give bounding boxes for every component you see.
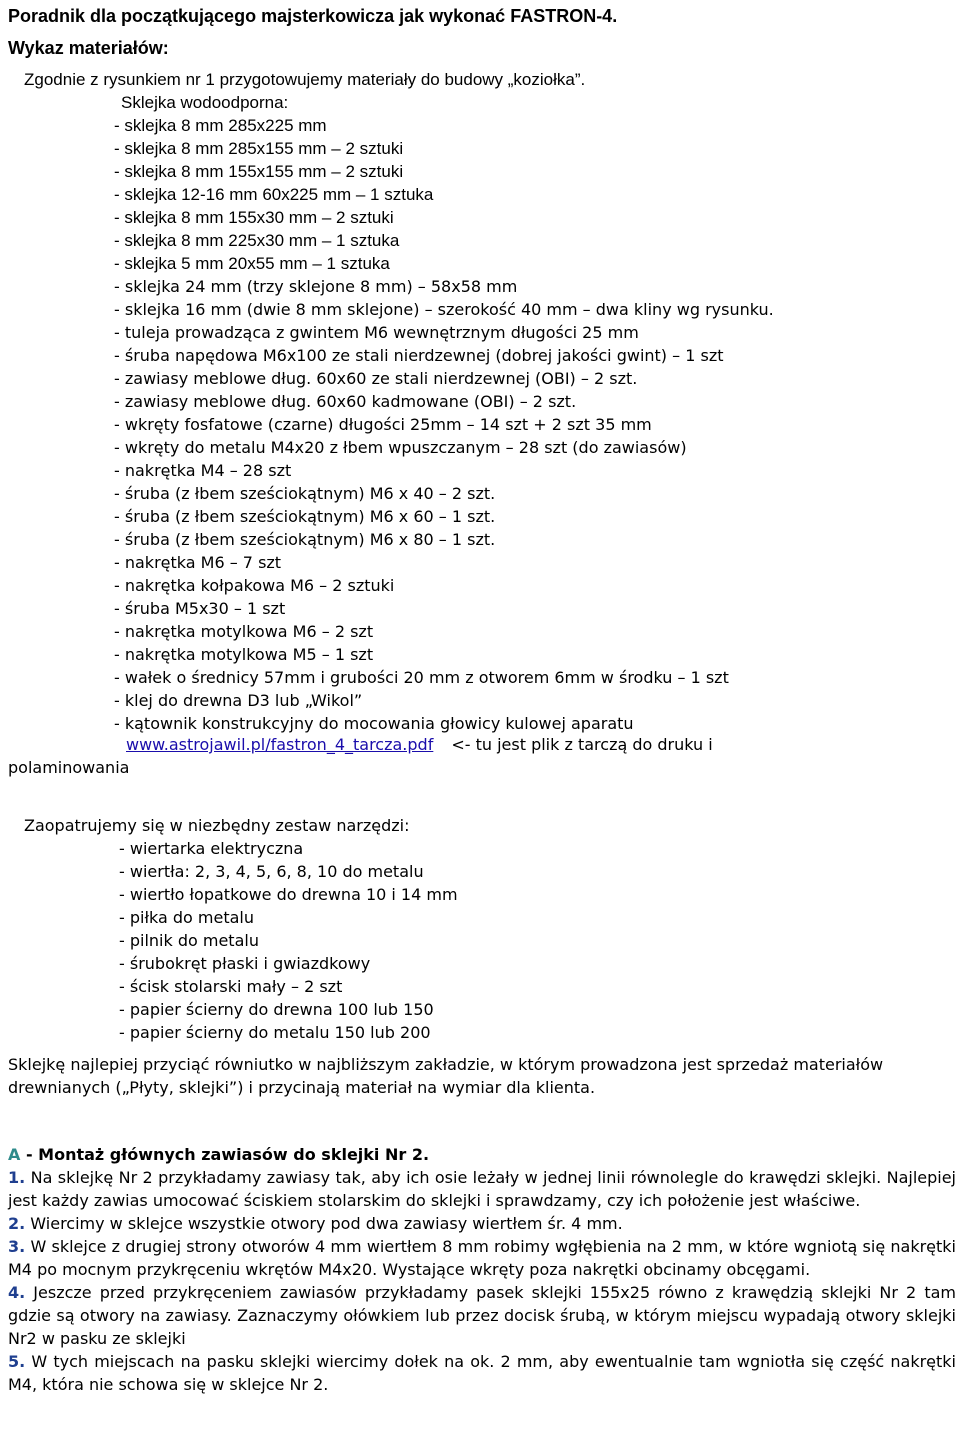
step-number: 2.: [8, 1214, 26, 1233]
material-item: - wałek o średnicy 57mm i grubości 20 mm z otworem 6mm w środku – 1 szt: [114, 668, 729, 687]
material-item: - nakrętka M6 – 7 szt: [114, 553, 282, 572]
tools-list: [119, 837, 458, 1044]
material-item: - śruba (z łbem sześciokątnym) M6 x 80 – 1 szt.: [114, 530, 496, 549]
steps-list: [8, 1166, 956, 1396]
step-number: 3.: [8, 1237, 26, 1256]
material-item: - nakrętka motylkowa M6 – 2 szt: [114, 622, 374, 641]
material-item: - śruba (z łbem sześciokątnym) M6 x 60 – 1 szt.: [114, 507, 496, 526]
material-item: - sklejka 24 mm (trzy sklejone 8 mm) – 58x58 mm: [114, 277, 518, 296]
material-item: - sklejka 8 mm 285x155 mm – 2 sztuki: [114, 139, 404, 158]
material-item: - sklejka 8 mm 225x30 mm – 1 sztuka: [114, 231, 400, 250]
tool-item: - papier ścierny do metalu 150 lub 200: [119, 1023, 431, 1042]
tool-item: - papier ścierny do drewna 100 lub 150: [119, 1000, 434, 1019]
link-note: <- tu jest plik z tarczą do druku i: [451, 735, 713, 754]
step-number: 5.: [8, 1352, 26, 1371]
material-item: - tuleja prowadząca z gwintem M6 wewnętrznym długości 25 mm: [114, 323, 639, 342]
link-line: [126, 733, 713, 756]
tool-item: - piłka do metalu: [119, 908, 255, 927]
material-item: - sklejka 5 mm 20x55 mm – 1 sztuka: [114, 254, 390, 273]
material-item: - sklejka 12-16 mm 60x225 mm – 1 sztuka: [114, 185, 434, 204]
tool-item: - pilnik do metalu: [119, 931, 259, 950]
tool-item: - wiertło łopatkowe do drewna 10 i 14 mm: [119, 885, 458, 904]
material-item: - zawiasy meblowe dług. 60x60 kadmowane (OBI) – 2 szt.: [114, 392, 577, 411]
materials-heading: Wykaz materiałów:: [8, 38, 169, 58]
tool-item: - wiertła: 2, 3, 4, 5, 6, 8, 10 do metalu: [119, 862, 424, 881]
tool-item: - wiertarka elektryczna: [119, 839, 304, 858]
step-paragraph: [8, 1212, 956, 1235]
material-item: - sklejka 8 mm 155x30 mm – 2 sztuki: [114, 208, 394, 227]
material-item: - sklejka 8 mm 285x225 mm: [114, 116, 327, 135]
section-a-heading: [8, 1143, 429, 1166]
material-item: - kątownik konstrukcyjny do mocowania głowicy kulowej aparatu: [114, 714, 634, 733]
material-item: - śruba napędowa M6x100 ze stali nierdzewnej (dobrej jakości gwint) – 1 szt: [114, 346, 724, 365]
step-text: Jeszcze przed przykręceniem zawiasów przykładamy pasek sklejki 155x25 równo z krawędzią sklejki Nr 2 tam gdzie są otwory na zawiasy. Zaznaczymy ołówkiem lub przez docisk śrubą, w którym miejscu wypadają otwory sklejki Nr2 w pasku ze sklejki: [8, 1283, 956, 1348]
materials-list: [114, 114, 774, 735]
document-title: Poradnik dla początkującego majsterkowicza jak wykonać FASTRON-4.: [8, 6, 618, 26]
step-paragraph: [8, 1166, 956, 1212]
tools-heading: Zaopatrujemy się w niezbędny zestaw narzędzi:: [24, 816, 410, 835]
material-item: - nakrętka kołpakowa M6 – 2 sztuki: [114, 576, 395, 595]
material-item: - sklejka 8 mm 155x155 mm – 2 sztuki: [114, 162, 404, 181]
step-number: 1.: [8, 1168, 26, 1187]
material-item: - zawiasy meblowe dług. 60x60 ze stali nierdzewnej (OBI) – 2 szt.: [114, 369, 638, 388]
tool-item: - śrubokręt płaski i gwiazdkowy: [119, 954, 371, 973]
material-item: - klej do drewna D3 lub „Wikol”: [114, 691, 363, 710]
step-paragraph: [8, 1235, 956, 1281]
material-item: - wkręty do metalu M4x20 z łbem wpuszczanym – 28 szt (do zawiasów): [114, 438, 687, 457]
cutting-note: Sklejkę najlepiej przyciąć równiutko w najbliższym zakładzie, w którym prowadzona jest sprzedaż materiałów drewnianych („Płyty, sklejki”) i przycinają materiał na wymiar dla klienta.: [8, 1055, 884, 1097]
tool-item: - ścisk stolarski mały – 2 szt: [119, 977, 343, 996]
intro-text: Zgodnie z rysunkiem nr 1 przygotowujemy materiały do budowy „koziołka”.: [24, 70, 586, 89]
material-item: - nakrętka motylkowa M5 – 1 szt: [114, 645, 374, 664]
pdf-link[interactable]: www.astrojawil.pl/fastron_4_tarcza.pdf: [126, 735, 434, 754]
step-text: W tych miejscach na pasku sklejki wiercimy dołek na ok. 2 mm, aby ewentualnie tam wgniotła się część nakrętki M4, która nie schowa się w sklejce Nr 2.: [8, 1352, 956, 1394]
material-item: - nakrętka M4 – 28 szt: [114, 461, 292, 480]
section-title: - Montaż głównych zawiasów do sklejki Nr 2.: [20, 1145, 430, 1164]
step-number: 4.: [8, 1283, 26, 1302]
link-note-tail: polaminowania: [8, 758, 130, 777]
plywood-heading: Sklejka wodoodporna:: [121, 93, 289, 112]
step-text: W sklejce z drugiej strony otworów 4 mm wiertłem 8 mm robimy wgłębienia na 2 mm, w które wgniotą się nakrętki M4 po mocnym przykręceniu wkrętów M4x20. Wystające wkręty poza nakrętki obcinamy obcęgami.: [8, 1237, 956, 1279]
material-item: - śruba M5x30 – 1 szt: [114, 599, 286, 618]
material-item: - wkręty fosfatowe (czarne) długości 25mm – 14 szt + 2 szt 35 mm: [114, 415, 652, 434]
step-paragraph: [8, 1281, 956, 1350]
material-item: - śruba (z łbem sześciokątnym) M6 x 40 – 2 szt.: [114, 484, 496, 503]
material-item: - sklejka 16 mm (dwie 8 mm sklejone) – szerokość 40 mm – dwa kliny wg rysunku.: [114, 300, 774, 319]
section-letter: A: [8, 1145, 21, 1164]
step-text: Wiercimy w sklejce wszystkie otwory pod dwa zawiasy wiertłem śr. 4 mm.: [25, 1214, 623, 1233]
step-paragraph: [8, 1350, 956, 1396]
step-text: Na sklejkę Nr 2 przykładamy zawiasy tak, aby ich osie leżały w jednej linii równolegle do krawędzi sklejki. Najlepiej jest każdy zawias umocować ściskiem stolarskim do sklejki i sprawdzamy, czy ich położenie jest właściwe.: [8, 1168, 956, 1210]
